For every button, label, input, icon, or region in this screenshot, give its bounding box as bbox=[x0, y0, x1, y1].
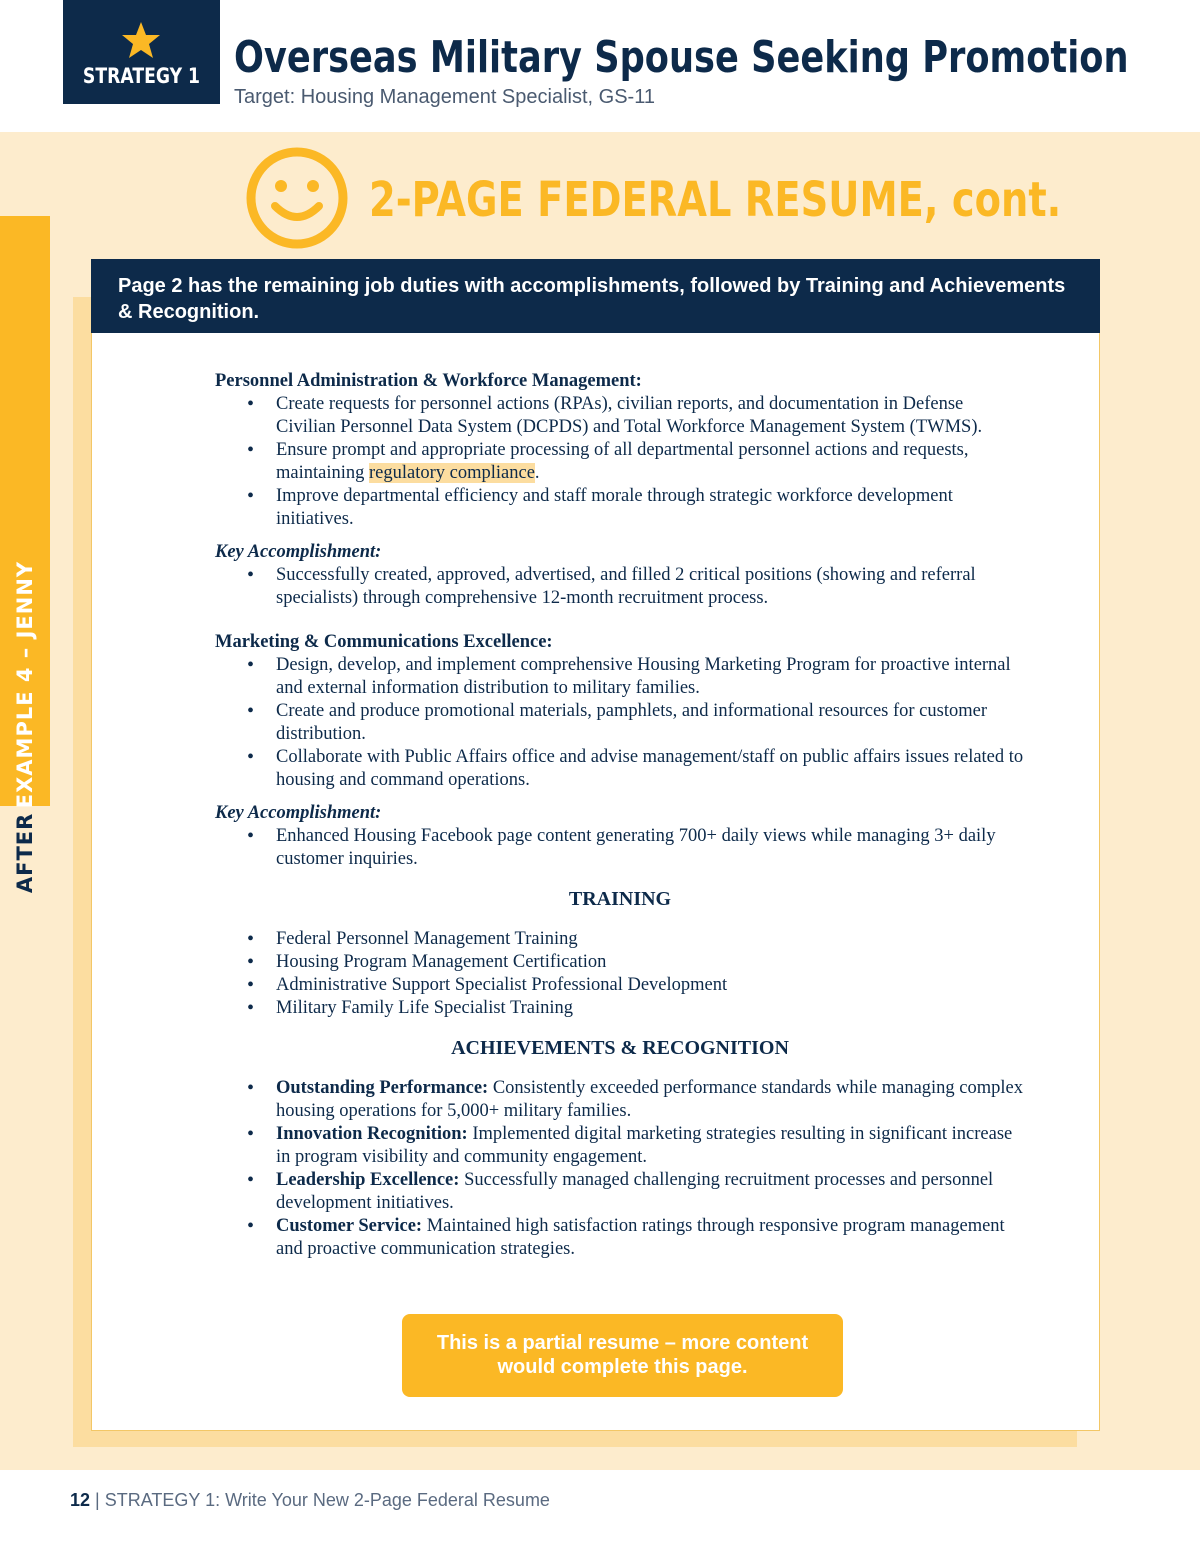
achievement-label: Leadership Excellence: bbox=[276, 1170, 460, 1190]
list-item: • Improve departmental efficiency and staff morale through strategic workforce development initiatives. bbox=[215, 485, 1025, 531]
marketing-heading: Marketing & Communications Excellence: bbox=[215, 632, 553, 652]
list-item: • Collaborate with Public Affairs office and advise management/staff on public affairs issues related to housing and command operations. bbox=[215, 746, 1025, 792]
list-item bbox=[215, 1123, 1025, 1169]
achievement-text: Successfully managed challenging recruitment processes and personnel development initiatives. bbox=[276, 1170, 994, 1213]
side-tab-text bbox=[10, 447, 40, 1007]
note-line: would complete this page. bbox=[497, 1356, 748, 1378]
page-title: Overseas Military Spouse Seeking Promotion bbox=[234, 32, 1129, 83]
resume-body bbox=[215, 370, 1025, 1261]
list-item bbox=[215, 439, 1025, 485]
list-item: • Enhanced Housing Facebook page content generating 700+ daily views while managing 3+ daily customer inquiries. bbox=[215, 825, 1025, 871]
list-item bbox=[215, 1169, 1025, 1215]
achievement-text: Implemented digital marketing strategies resulting in significant increase in program visibility and community engagement. bbox=[276, 1124, 1013, 1167]
highlighted-text: regulatory compliance bbox=[369, 463, 535, 483]
training-heading: TRAINING bbox=[568, 888, 672, 910]
list-item: • Design, develop, and implement comprehensive Housing Marketing Program for proactive internal and external information distribution to military families. bbox=[215, 654, 1025, 700]
list-item: • Create and produce promotional materials, pamphlets, and informational resources for customer distribution. bbox=[215, 700, 1025, 746]
achievement-text: Consistently exceeded performance standards while managing complex housing operations for 5,000+ military families. bbox=[276, 1078, 1024, 1121]
page-header bbox=[0, 0, 1200, 132]
achievement-label: Innovation Recognition: bbox=[276, 1124, 468, 1144]
page-number: 12 bbox=[70, 1490, 91, 1510]
list-item: • Administrative Support Specialist Professional Development bbox=[215, 974, 1025, 997]
strategy-label: STRATEGY 1 bbox=[82, 64, 201, 88]
achievement-label: Outstanding Performance: bbox=[276, 1078, 489, 1098]
intro-banner: Page 2 has the remaining job duties with accomplishments, followed by Training and Achievements & Recognition. bbox=[91, 259, 1100, 333]
list-item bbox=[215, 1077, 1025, 1123]
list-item: • Create requests for personnel actions (RPAs), civilian reports, and documentation in Defense Civilian Personnel Data System (DCPDS) and Total Workforce Management System (TWMS). bbox=[215, 393, 1025, 439]
achievement-label: Customer Service: bbox=[276, 1216, 423, 1236]
strategy-badge bbox=[63, 0, 220, 104]
page-footer bbox=[70, 1490, 550, 1511]
partial-resume-note bbox=[402, 1314, 843, 1397]
item-text: Ensure prompt and appropriate processing of all departmental personnel actions and requests, maintaining bbox=[276, 440, 969, 483]
achievements-list bbox=[215, 1077, 1025, 1261]
training-list bbox=[215, 928, 1025, 1020]
page-subtitle: Target: Housing Management Specialist, GS-11 bbox=[234, 86, 655, 108]
footer-text: STRATEGY 1: Write Your New 2-Page Federal Resume bbox=[104, 1490, 550, 1510]
section-heading: 2-PAGE FEDERAL RESUME, cont. bbox=[369, 172, 1062, 228]
personnel-key-list bbox=[215, 564, 1025, 610]
note-line: This is a partial resume – more content bbox=[436, 1332, 809, 1354]
achievement-text: Maintained high satisfaction ratings through responsive program management and proactive communication strategies. bbox=[276, 1216, 1005, 1259]
marketing-list bbox=[215, 654, 1025, 792]
list-item: • Successfully created, approved, advertised, and filled 2 critical positions (showing and referral specialists) through comprehensive 12-month recruitment process. bbox=[215, 564, 1025, 610]
item-text: . bbox=[534, 463, 540, 483]
side-tab-after: AFTER bbox=[13, 812, 37, 894]
star-icon bbox=[121, 20, 161, 60]
achievements-heading: ACHIEVEMENTS & RECOGNITION bbox=[451, 1037, 789, 1059]
key-accomplishment-label: Key Accomplishment: bbox=[215, 542, 382, 562]
list-item bbox=[215, 1215, 1025, 1261]
personnel-list bbox=[215, 393, 1025, 531]
smiley-icon bbox=[245, 146, 349, 250]
list-item: • Housing Program Management Certification bbox=[215, 951, 1025, 974]
personnel-heading: Personnel Administration & Workforce Management: bbox=[215, 371, 642, 391]
list-item: • Military Family Life Specialist Training bbox=[215, 997, 1025, 1020]
key-accomplishment-label: Key Accomplishment: bbox=[215, 803, 382, 823]
list-item: • Federal Personnel Management Training bbox=[215, 928, 1025, 951]
marketing-key-list bbox=[215, 825, 1025, 871]
side-tab-example: EXAMPLE 4 – JENNY bbox=[13, 560, 37, 809]
footer-separator: | bbox=[95, 1490, 100, 1510]
side-tab bbox=[0, 216, 50, 894]
